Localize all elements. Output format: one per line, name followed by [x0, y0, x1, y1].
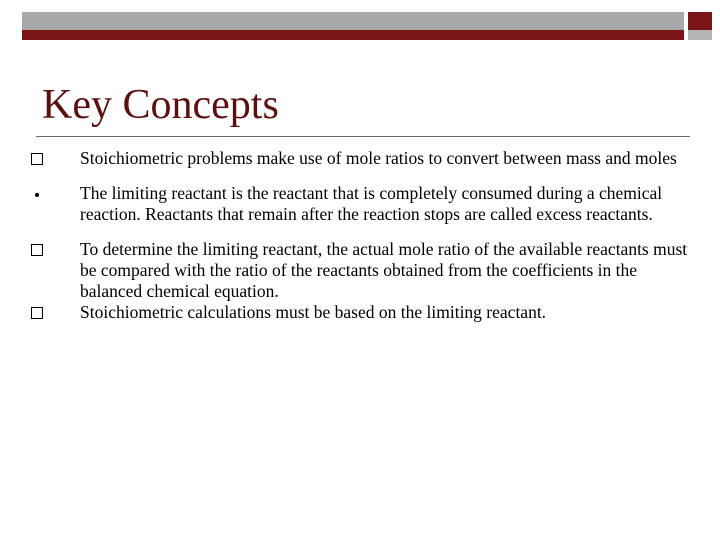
- hollow-square-icon: [30, 306, 44, 319]
- bullet-text: Stoichiometric calculations must be based on the limiting reactant.: [80, 302, 547, 322]
- header-bar-gray: [22, 12, 684, 30]
- title-underline: [36, 136, 690, 137]
- small-dot-icon: [30, 187, 44, 197]
- hollow-square-icon: [30, 243, 44, 256]
- bullet-list: [30, 148, 690, 323]
- header-bar-red: [22, 30, 684, 40]
- bullet-item: [30, 183, 690, 225]
- bullet-text: To determine the limiting reactant, the actual mole ratio of the available reactants must be compared with the ratio of the reactants obtained from the coefficients in the balanced chemical equation.: [80, 239, 688, 301]
- bullet-text: Stoichiometric problems make use of mole ratios to convert between mass and moles: [80, 148, 677, 168]
- corner-divider: [686, 12, 687, 40]
- bullet-text: The limiting reactant is the reactant that is completely consumed during a chemical reaction. Reactants that remain after the reaction stops are called excess reactants.: [80, 183, 663, 224]
- slide-title: Key Concepts: [42, 82, 279, 128]
- bullet-item: [30, 302, 690, 323]
- corner-block-red: [688, 12, 712, 30]
- hollow-square-icon: [30, 152, 44, 165]
- bullet-item: [30, 148, 690, 169]
- corner-block-gray: [688, 30, 712, 40]
- bullet-item: [30, 239, 690, 302]
